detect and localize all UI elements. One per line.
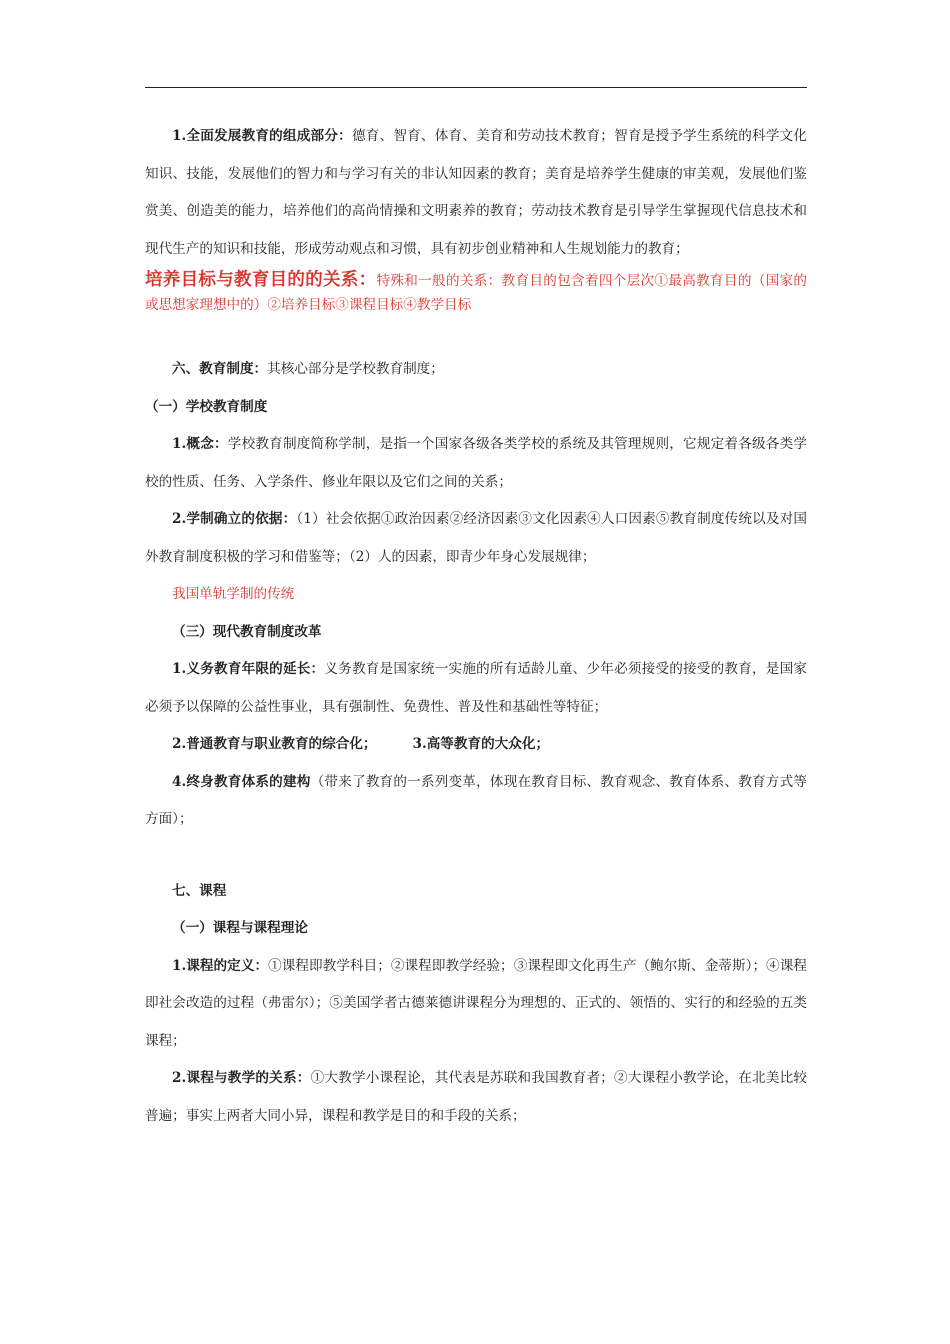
label-basis: 2.学制确立的依据： (172, 511, 297, 527)
text-reform-2: 2.普通教育与职业教育的综合化； (172, 736, 377, 752)
text-curriculum-definition: ①课程即教学科目；②课程即教学经验；③课程即文化再生产（鲍尔斯、金蒂斯）；④课程即社会改造的过程（弗雷尔）；⑤美国学者古德莱德讲课程分为理想的、正式的、领悟的、实行的和经验的五类课程； (145, 957, 807, 1049)
paragraph-comprehensive-education (145, 118, 807, 268)
label-curriculum-teaching: 2.课程与教学的关系： (172, 1070, 311, 1086)
label-goal-relation: 培养目标与教育目的的关系： (145, 270, 377, 290)
heading-curriculum: 七、课程 (172, 882, 227, 899)
label-concept: 1.概念： (172, 436, 228, 452)
label-compulsory-extension: 1.义务教育年限的延长： (172, 661, 325, 677)
document-body (145, 118, 807, 1135)
note-single-track: 我国单轨学制的传统 (172, 586, 295, 602)
paragraph-basis (145, 501, 807, 576)
paragraph-reform-2-3 (145, 726, 807, 764)
paragraph-curriculum-definition (145, 948, 807, 1061)
subheading-modern-reform: （三）现代教育制度改革 (172, 623, 322, 640)
paragraph-compulsory-extension (145, 651, 807, 726)
text-basis: （1）社会依据①政治因素②经济因素③文化因素④人口因素⑤教育制度传统以及对国外教育制度积极的学习和借鉴等；（2）人的因素，即青少年身心发展规律； (145, 511, 807, 565)
label-curriculum-definition: 1.课程的定义： (172, 957, 269, 974)
subheading-curriculum-theory: （一）课程与课程理论 (172, 920, 308, 936)
label-lifelong-education: 4.终身教育体系的建构 (172, 773, 311, 790)
paragraph-goal-relation (145, 268, 807, 317)
label-education-system: 六、教育制度： (172, 361, 268, 377)
paragraph-curriculum-teaching (145, 1060, 807, 1135)
text-lifelong-education: （带来了教育的一系列变革，体现在教育目标、教育观念、教育体系、教育方式等方面）； (145, 773, 807, 827)
text-education-system: 其核心部分是学校教育制度； (267, 361, 444, 377)
text-reform-3: 3.高等教育的大众化； (412, 736, 550, 752)
heading-education-system (145, 351, 807, 389)
text-goal-relation: 特殊和一般的关系：教育目的包含着四个层次①最高教育目的（国家的或思想家理想中的）②培养目标③课程目标④教学目标 (145, 273, 808, 313)
subheading-school-system: （一）学校教育制度 (145, 398, 268, 415)
label-comprehensive-education: 1.全面发展教育的组成部分： (172, 128, 352, 144)
paragraph-lifelong-education (145, 764, 807, 839)
text-curriculum-teaching: ①大教学小课程论，其代表是苏联和我国教育者；②大课程小教学论，在北美比较普遍；事实上两者大同小异，课程和教学是目的和手段的关系； (145, 1070, 807, 1124)
text-concept: 学校教育制度简称学制，是指一个国家各级各类学校的系统及其管理规则，它规定着各级各类学校的性质、任务、入学条件、修业年限以及它们之间的关系； (145, 436, 807, 490)
paragraph-concept (145, 426, 807, 501)
header-rule (145, 87, 807, 88)
text-compulsory-extension: 义务教育是国家统一实施的所有适龄儿童、少年必须接受的接受的教育，是国家必须予以保障的公益性事业，具有强制性、免费性、普及性和基础性等特征； (145, 661, 807, 715)
text-comprehensive-education: 德育、智育、体育、美育和劳动技术教育；智育是授予学生系统的科学文化知识、技能，发展他们的智力和与学习有关的非认知因素的教育；美育是培养学生健康的审美观，发展他们鉴赏美、创造美的能力，培养他们的高尚情操和文明素养的教育；劳动技术教育是引导学生掌握现代信息技术和现代生产的知识和技能，形成劳动观点和习惯，具有初步创业精神和人生规划能力的教育； (145, 128, 808, 257)
